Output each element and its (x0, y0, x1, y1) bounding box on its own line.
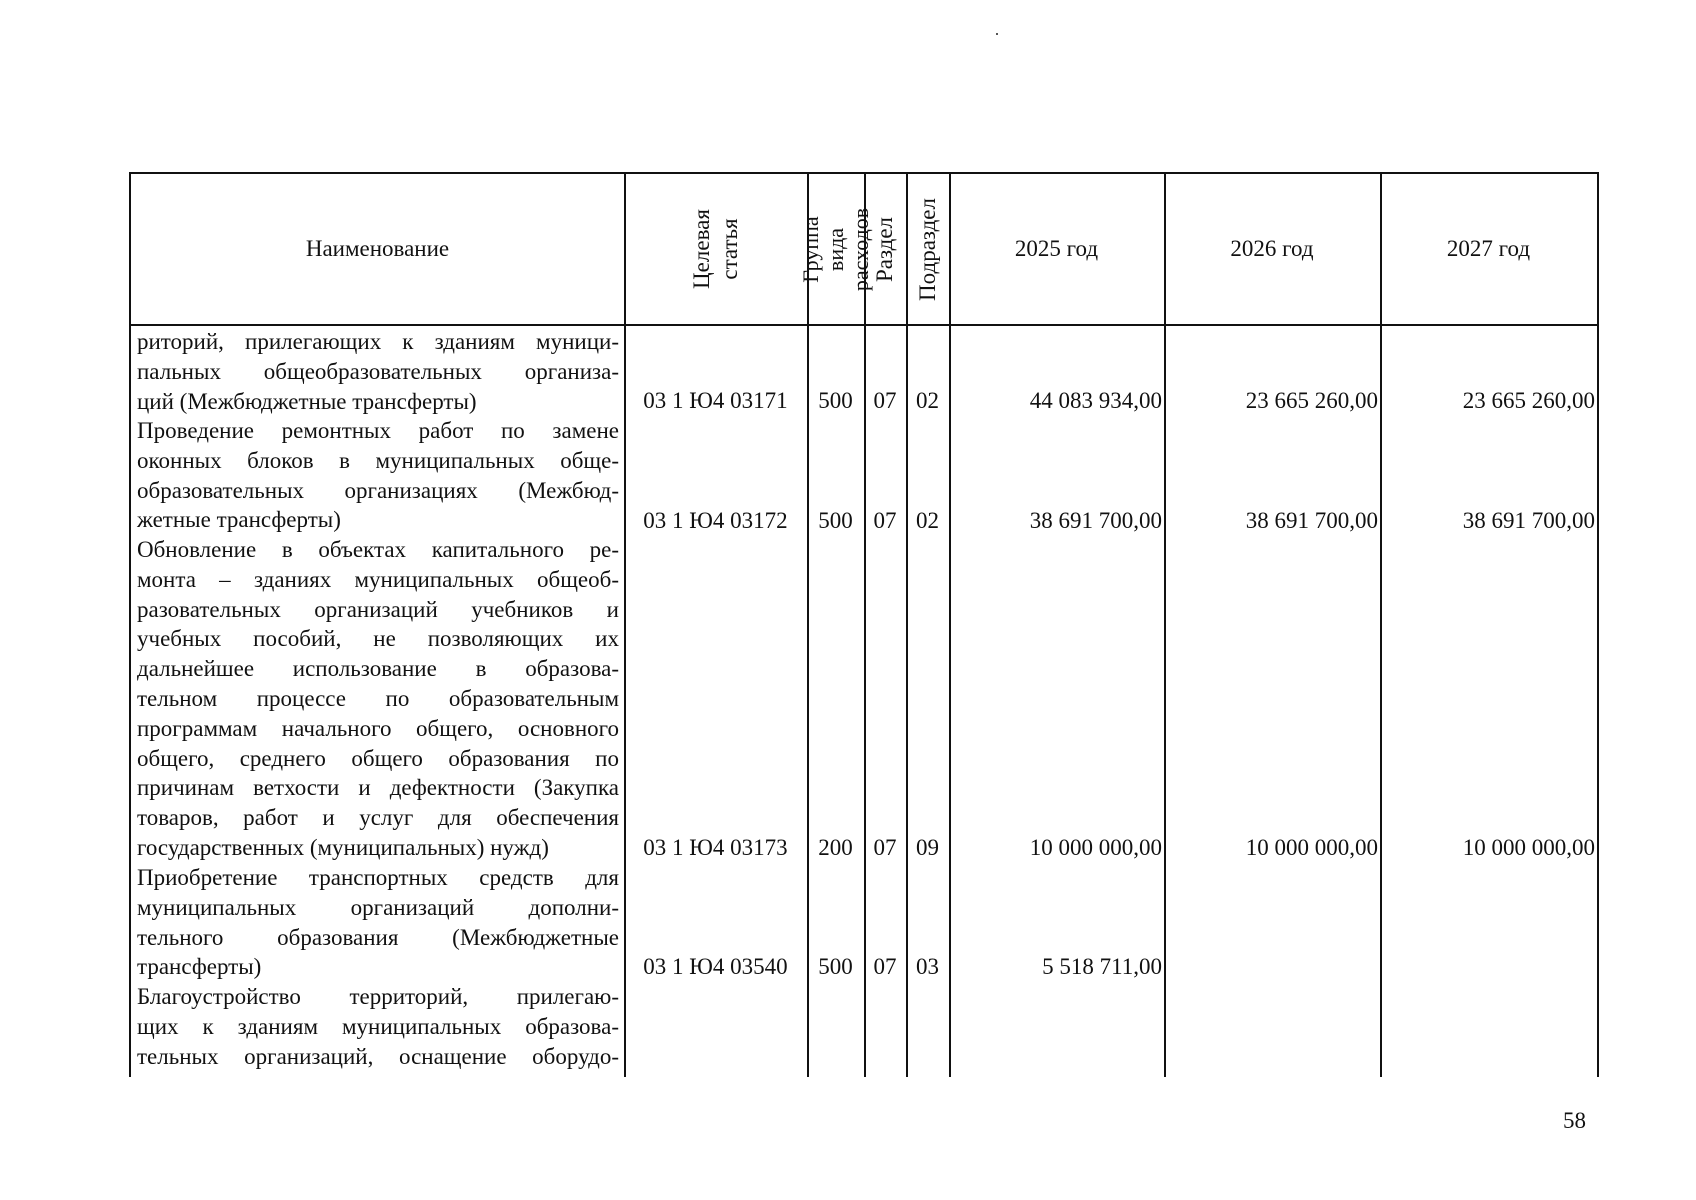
row-code: 03 1 Ю4 03540 (643, 954, 788, 979)
row-section: 07 (873, 835, 897, 860)
row-2025: 44 083 934,00 (1029, 388, 1162, 413)
header-year-2027: 2027 год (1446, 236, 1531, 261)
row-2025: 5 518 711,00 (1042, 954, 1162, 979)
header-expense-group: Группа вида расходов (798, 207, 873, 291)
header-section: Раздел (872, 216, 898, 282)
header-year-2025: 2025 год (1014, 236, 1099, 261)
row-description: Обновление в объектах капитального ре- монта – зданиях муниципальных общеоб- разовательных организаций учебников и учебных пособий, не позволяющих их дальнейшее использование в образова- тельном процессе по образовательным программам начального общего, основного общего, среднего общего образования по причинам ветхости и дефектности (Закупка товаров, работ и услуг для обеспечения государственных (муниципальных) нужд) (137, 537, 619, 860)
row-section: 07 (873, 954, 897, 979)
row-code: 03 1 Ю4 03172 (643, 508, 788, 533)
header-target-article: Целевая статья (688, 209, 742, 289)
row-2026: 23 665 260,00 (1245, 388, 1378, 413)
row-2026: 38 691 700,00 (1245, 508, 1378, 533)
row-subsection: 09 (916, 835, 939, 860)
row-group: 500 (818, 388, 853, 413)
row-2025: 10 000 000,00 (1029, 835, 1162, 860)
row-description: Благоустройство территорий, прилегаю- щих к зданиям муниципальных образова- тельных организаций, оснащение оборудо- (137, 984, 619, 1069)
header-subsection: Подраздел (915, 197, 941, 301)
row-description: Приобретение транспортных средств для муниципальных организаций дополни- тельного образования (Межбюджетные трансферты) (137, 865, 619, 980)
row-2027: 10 000 000,00 (1462, 835, 1595, 860)
row-code: 03 1 Ю4 03171 (643, 388, 788, 413)
header-name: Наименование (305, 236, 450, 261)
row-subsection: 02 (916, 508, 939, 533)
row-group: 200 (818, 835, 853, 860)
scan-speck (996, 33, 998, 35)
page-number: 58 (1563, 1108, 1586, 1133)
row-subsection: 03 (916, 954, 939, 979)
row-2026: 10 000 000,00 (1245, 835, 1378, 860)
row-subsection: 02 (916, 388, 939, 413)
row-group: 500 (818, 508, 853, 533)
budget-table (129, 172, 1599, 1077)
header-year-2026: 2026 год (1230, 236, 1314, 261)
row-section: 07 (873, 388, 897, 413)
row-code: 03 1 Ю4 03173 (643, 835, 788, 860)
row-description: Проведение ремонтных работ по замене оконных блоков в муниципальных обще- образовательных организациях (Межбюд- жетные трансферты) (137, 418, 619, 533)
row-2027: 23 665 260,00 (1462, 388, 1595, 413)
row-2025: 38 691 700,00 (1029, 508, 1162, 533)
row-group: 500 (818, 954, 853, 979)
row-2027: 38 691 700,00 (1462, 508, 1595, 533)
row-section: 07 (873, 508, 897, 533)
header-divider (131, 324, 1597, 326)
row-description: риторий, прилегающих к зданиям муници- пальных общеобразовательных организа- ций (Межбюджетные трансферты) (137, 329, 619, 414)
